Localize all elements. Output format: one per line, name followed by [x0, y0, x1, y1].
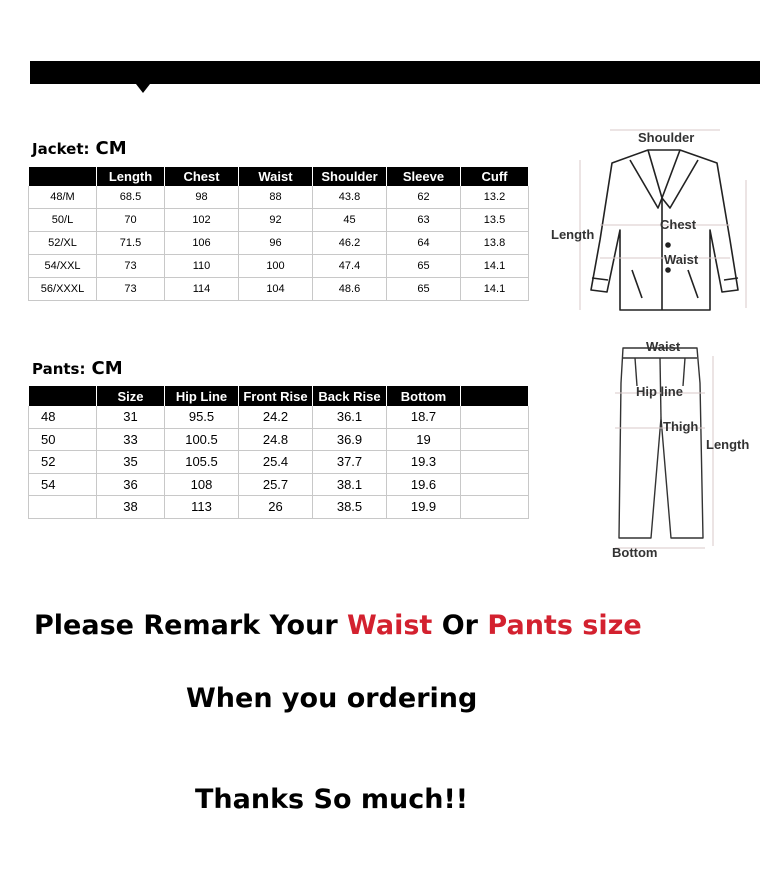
jacket-table-row: [29, 209, 529, 232]
pants-table-cell: 113: [165, 496, 239, 519]
jacket-table-row: [29, 278, 529, 301]
pants-table-cell: 36.1: [313, 406, 387, 428]
ordering-message: When you ordering: [186, 683, 478, 714]
pants-table-cell: 33: [97, 428, 165, 451]
pants-table-row: [29, 428, 529, 451]
jacket-table-cell: 13.5: [461, 209, 529, 232]
pants-table-cell: 19: [387, 428, 461, 451]
jacket-table-cell: 110: [165, 255, 239, 278]
pants-table-cell: 54: [29, 473, 97, 496]
jacket-table-cell: 13.8: [461, 232, 529, 255]
jacket-header-cell: [29, 167, 97, 186]
jacket-table-cell: 65: [387, 278, 461, 301]
remark-text-or: Or: [432, 610, 488, 641]
pants-table-cell: 38.1: [313, 473, 387, 496]
pants-table-cell: [461, 428, 529, 451]
pants-table-cell: 26: [239, 496, 313, 519]
header-bar: [30, 61, 760, 84]
pants-table-cell: 19.3: [387, 451, 461, 474]
jacket-table-row: [29, 232, 529, 255]
remark-pants-size-highlight: Pants size: [487, 610, 642, 641]
jacket-table-cell: 88: [239, 186, 313, 209]
pants-hip-line-label: Hip line: [636, 384, 683, 399]
remark-waist-highlight: Waist: [347, 610, 433, 641]
jacket-header-cell: Cuff: [461, 167, 529, 186]
pants-section-title: [32, 358, 123, 379]
pants-waist-label: Waist: [646, 339, 681, 354]
pants-table-cell: [461, 451, 529, 474]
pants-table-cell: 19.9: [387, 496, 461, 519]
jacket-section-title: [32, 138, 127, 159]
pants-size-table: [28, 386, 529, 519]
pants-table-cell: 24.8: [239, 428, 313, 451]
jacket-shoulder-label: Shoulder: [638, 130, 695, 145]
pants-table-row: [29, 473, 529, 496]
pants-table-cell: 105.5: [165, 451, 239, 474]
pants-table-cell: 50: [29, 428, 97, 451]
pants-table-cell: 100.5: [165, 428, 239, 451]
jacket-table-row: [29, 255, 529, 278]
remark-message: [34, 610, 780, 641]
pants-table-cell: 48: [29, 406, 97, 428]
jacket-table-cell: 70: [97, 209, 165, 232]
pants-table-cell: 18.7: [387, 406, 461, 428]
jacket-title-label: Jacket:: [32, 140, 90, 158]
pants-table-cell: 25.7: [239, 473, 313, 496]
pants-header-cell: Size: [97, 386, 165, 406]
pants-table-cell: 52: [29, 451, 97, 474]
jacket-header-cell: Waist: [239, 167, 313, 186]
remark-text-a: Please Remark Your: [34, 610, 348, 641]
jacket-table-cell: 106: [165, 232, 239, 255]
pants-table-cell: 36: [97, 473, 165, 496]
jacket-table-cell: 62: [387, 186, 461, 209]
pants-unit-label: CM: [91, 358, 123, 379]
pants-table-cell: 31: [97, 406, 165, 428]
pants-table-row: [29, 451, 529, 474]
pants-table-cell: [29, 496, 97, 519]
jacket-table-cell: 13.2: [461, 186, 529, 209]
jacket-table-cell: 64: [387, 232, 461, 255]
pants-bottom-label: Bottom: [612, 545, 658, 560]
jacket-table-cell: 48.6: [313, 278, 387, 301]
jacket-header-cell: Sleeve: [387, 167, 461, 186]
thanks-message: Thanks So much!!: [195, 784, 469, 815]
pants-table-cell: 25.4: [239, 451, 313, 474]
pants-thigh-label: Thigh: [663, 419, 699, 434]
jacket-table-cell: 114: [165, 278, 239, 301]
jacket-table-cell: 73: [97, 255, 165, 278]
pants-header-cell: Hip Line: [165, 386, 239, 406]
jacket-table-cell: 71.5: [97, 232, 165, 255]
jacket-table-cell: 102: [165, 209, 239, 232]
jacket-table-cell: 14.1: [461, 278, 529, 301]
jacket-table-cell: 52/XL: [29, 232, 97, 255]
pants-table-cell: [461, 406, 529, 428]
jacket-table-cell: 47.4: [313, 255, 387, 278]
jacket-header-cell: Shoulder: [313, 167, 387, 186]
pants-table-cell: 19.6: [387, 473, 461, 496]
jacket-table-cell: 96: [239, 232, 313, 255]
pants-table-cell: 38: [97, 496, 165, 519]
jacket-table-cell: 50/L: [29, 209, 97, 232]
pants-table-cell: 37.7: [313, 451, 387, 474]
pants-table-cell: 36.9: [313, 428, 387, 451]
jacket-waist-label: Waist: [664, 252, 699, 267]
header-bar-pointer: [136, 84, 150, 93]
jacket-table-cell: 104: [239, 278, 313, 301]
jacket-table-cell: 14.1: [461, 255, 529, 278]
jacket-table-cell: 100: [239, 255, 313, 278]
jacket-table-cell: 56/XXXL: [29, 278, 97, 301]
pants-header-cell: Bottom: [387, 386, 461, 406]
jacket-header-cell: Length: [97, 167, 165, 186]
pants-table-cell: 38.5: [313, 496, 387, 519]
pants-table-row: [29, 406, 529, 428]
jacket-table-cell: 98: [165, 186, 239, 209]
jacket-table-cell: 46.2: [313, 232, 387, 255]
jacket-table-cell: 92: [239, 209, 313, 232]
jacket-table-cell: 48/M: [29, 186, 97, 209]
jacket-length-label: Length: [551, 227, 595, 242]
pants-table-cell: 108: [165, 473, 239, 496]
pants-length-label: Length: [706, 437, 750, 452]
jacket-size-table: [28, 167, 529, 301]
pants-table-cell: 35: [97, 451, 165, 474]
pants-table-row: [29, 496, 529, 519]
jacket-table-cell: 63: [387, 209, 461, 232]
jacket-header-cell: Chest: [165, 167, 239, 186]
jacket-table-cell: 68.5: [97, 186, 165, 209]
jacket-chest-label: Chest: [660, 217, 697, 232]
pants-table-cell: 95.5: [165, 406, 239, 428]
pants-header-cell: Back Rise: [313, 386, 387, 406]
pants-table-cell: [461, 473, 529, 496]
pants-header-cell: [461, 386, 529, 406]
jacket-table-row: [29, 186, 529, 209]
pants-header-cell: Front Rise: [239, 386, 313, 406]
jacket-table-cell: 73: [97, 278, 165, 301]
jacket-table-cell: 43.8: [313, 186, 387, 209]
pants-title-label: Pants:: [32, 360, 86, 378]
jacket-table-cell: 45: [313, 209, 387, 232]
pants-table-cell: [461, 496, 529, 519]
pants-table-cell: 24.2: [239, 406, 313, 428]
jacket-table-cell: 65: [387, 255, 461, 278]
jacket-unit-label: CM: [95, 138, 127, 159]
jacket-table-cell: 54/XXL: [29, 255, 97, 278]
pants-header-cell: [29, 386, 97, 406]
